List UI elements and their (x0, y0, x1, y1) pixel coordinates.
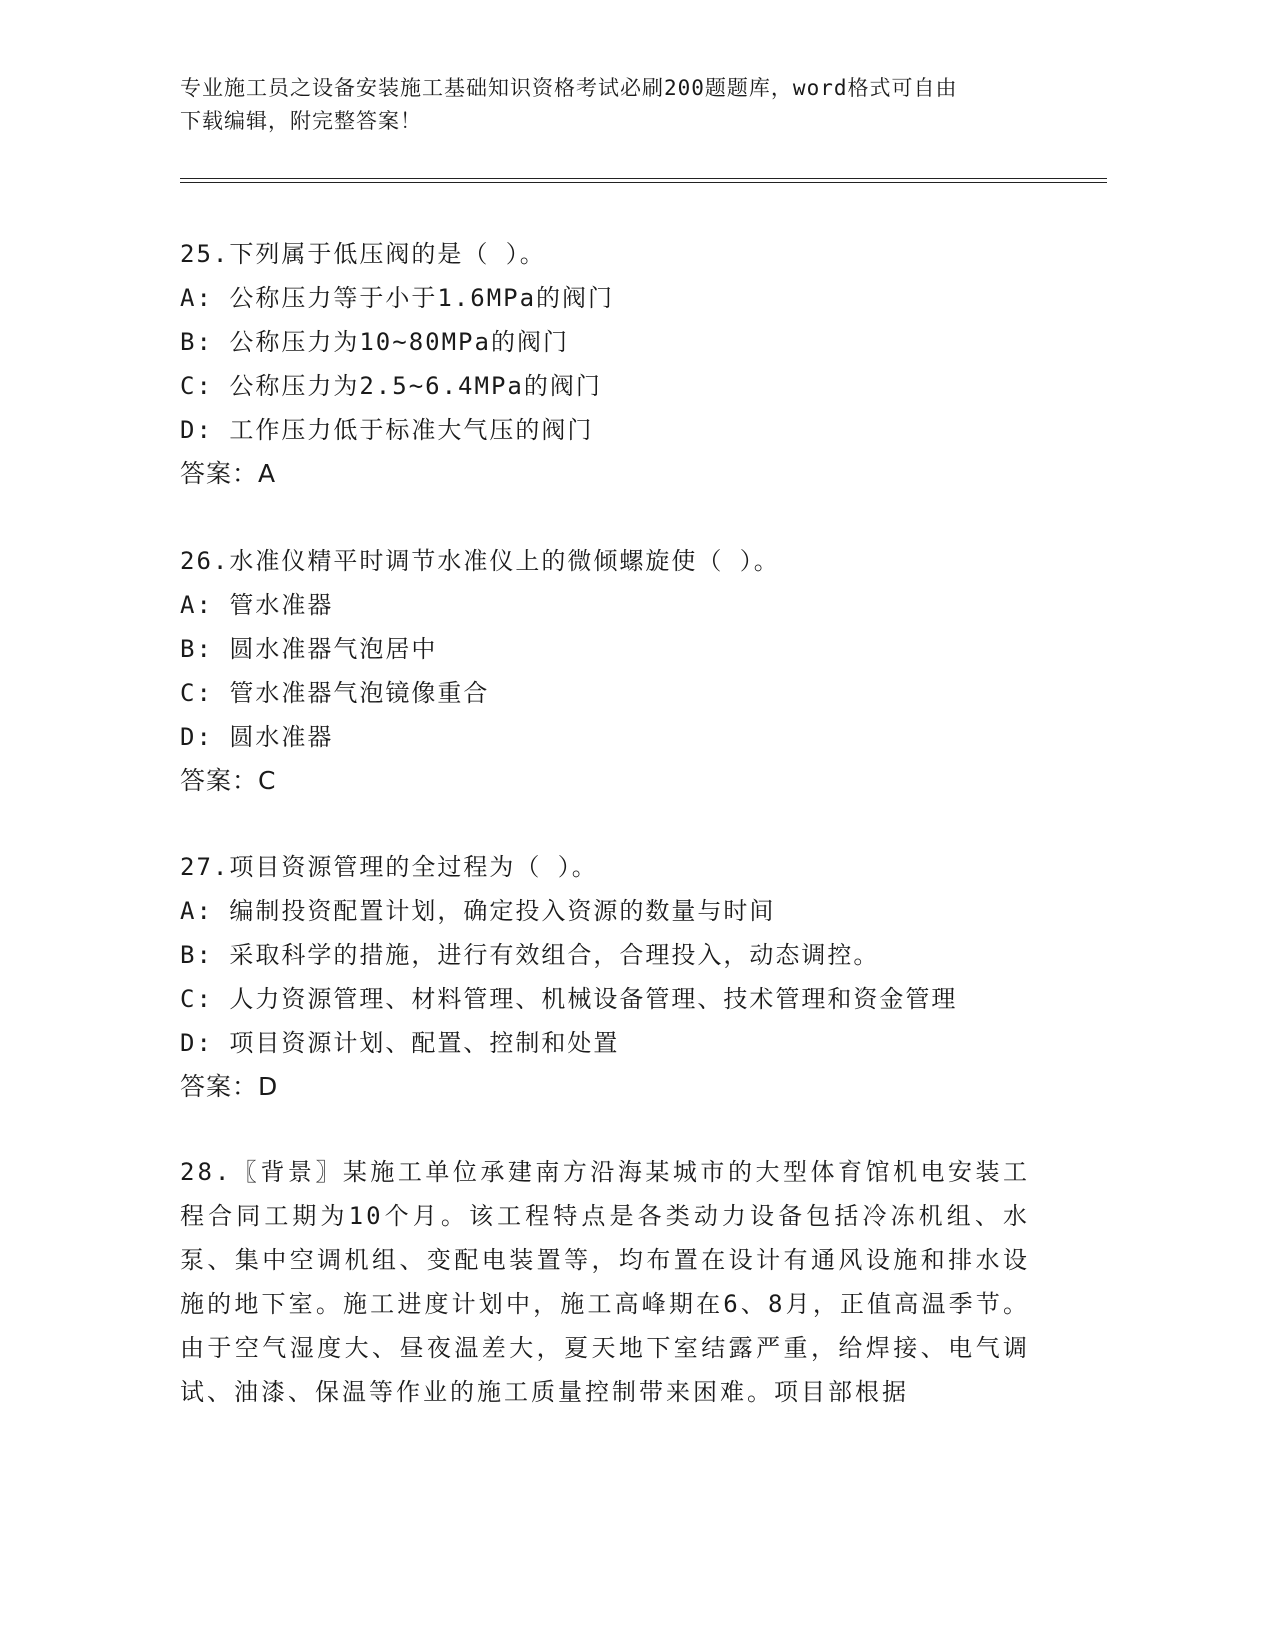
answer: 答案：D (180, 1072, 279, 1101)
header-line-1: 专业施工员之设备安装施工基础知识资格考试必刷200题题库，word格式可自由 (180, 76, 958, 100)
option-c: C: 管水准器气泡镜像重合 (180, 679, 490, 707)
question-stem: 25.下列属于低压阀的是（ ）。 (180, 240, 546, 268)
question-stem: 26.水准仪精平时调节水准仪上的微倾螺旋使（ ）。 (180, 547, 780, 575)
option-b: B: 圆水准器气泡居中 (180, 635, 438, 663)
header-divider-bottom (180, 182, 1107, 183)
option-a: A: 管水准器 (180, 591, 334, 619)
option-c: C: 公称压力为2.5~6.4MPa的阀门 (180, 372, 602, 400)
header-line-2: 下载编辑，附完整答案！ (180, 109, 422, 133)
option-a: A: 编制投资配置计划，确定投入资源的数量与时间 (180, 897, 776, 925)
question-stem: 27.项目资源管理的全过程为（ ）。 (180, 853, 598, 881)
option-c: C: 人力资源管理、材料管理、机械设备管理、技术管理和资金管理 (180, 985, 958, 1013)
question-25 (180, 232, 1080, 496)
option-b: B: 采取科学的措施，进行有效组合，合理投入，动态调控。 (180, 941, 880, 969)
header-divider-top (180, 178, 1107, 179)
question-28-paragraph: 28.〖背景〗某施工单位承建南方沿海某城市的大型体育馆机电安装工程合同工期为10个月。该工程特点是各类动力设备包括冷冻机组、水泵、集中空调机组、变配电装置等，均布置在设计有通风设施和排水设施的地下室。施工进度计划中，施工高峰期在6、8月，正值高温季节。由于空气湿度大、昼夜温差大，夏天地下室结露严重，给焊接、电气调试、油漆、保温等作业的施工质量控制带来困难。项目部根据 (180, 1158, 1030, 1406)
answer: 答案：A (180, 459, 277, 488)
option-d: D: 项目资源计划、配置、控制和处置 (180, 1029, 620, 1057)
answer: 答案：C (180, 766, 277, 795)
option-d: D: 工作压力低于标准大气压的阀门 (180, 416, 594, 444)
option-d: D: 圆水准器 (180, 723, 334, 751)
document-header (180, 72, 1080, 138)
option-a: A: 公称压力等于小于1.6MPa的阀门 (180, 284, 615, 312)
question-26 (180, 539, 1080, 803)
option-b: B: 公称压力为10~80MPa的阀门 (180, 328, 569, 356)
question-27 (180, 845, 1080, 1109)
